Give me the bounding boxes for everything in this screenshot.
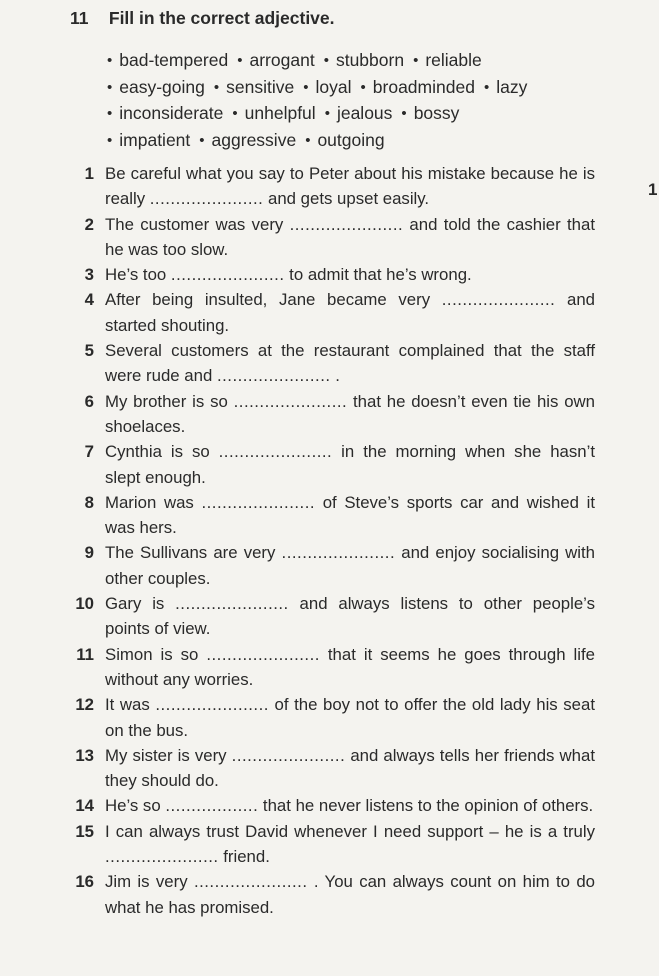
word-bank-item: • impatient xyxy=(107,130,190,150)
item-text-after: and always tells her friends what they should do. xyxy=(105,745,595,791)
word-bank-item: • reliable xyxy=(413,50,482,70)
item-number: 13 xyxy=(75,745,94,765)
answer-blank[interactable]: ...................... xyxy=(233,391,348,411)
item-text-after: . xyxy=(330,366,340,386)
item-text-before: Gary is xyxy=(105,594,176,614)
word-bank-item: • inconsiderate xyxy=(107,103,223,123)
exercise-items xyxy=(68,161,595,920)
margin-page-mark: 1 xyxy=(648,180,658,199)
item-number: 3 xyxy=(84,265,94,285)
exercise-instruction: Fill in the correct adjective. xyxy=(108,8,335,28)
exercise-item xyxy=(68,869,595,920)
word-bank-item: • loyal xyxy=(303,77,351,97)
item-number: 1 xyxy=(84,164,94,183)
item-number: 16 xyxy=(75,872,94,892)
answer-blank[interactable]: ...................... xyxy=(289,214,404,234)
item-text-before: He’s too xyxy=(105,265,171,285)
item-text-after: to admit that he’s wrong. xyxy=(284,265,472,285)
word-bank-item: • easy-going xyxy=(107,77,205,97)
item-text-after: that it seems he goes through life without any worries. xyxy=(105,644,595,689)
word-bank-item: • lazy xyxy=(484,77,527,97)
exercise-item xyxy=(68,439,595,490)
word-bank-row xyxy=(107,128,607,155)
word-bank-item: • bossy xyxy=(401,103,459,123)
answer-blank[interactable]: ...................... xyxy=(175,594,289,614)
item-number: 10 xyxy=(75,594,94,614)
item-text-before: I can always trust David whenever I need support – he is a truly xyxy=(105,821,595,841)
exercise-item xyxy=(68,743,595,794)
exercise-item xyxy=(68,642,595,693)
exercise-header xyxy=(70,8,335,29)
answer-blank[interactable]: .................. xyxy=(165,796,259,816)
item-text-before: After being insulted, Jane became very xyxy=(105,290,442,310)
word-bank-item: • sensitive xyxy=(214,77,294,97)
exercise-item xyxy=(68,540,595,591)
item-number: 14 xyxy=(75,796,94,816)
answer-blank[interactable]: ...................... xyxy=(206,644,320,664)
answer-blank[interactable]: ...................... xyxy=(218,442,333,462)
word-bank-row xyxy=(107,101,607,128)
item-number: 9 xyxy=(84,543,94,563)
answer-blank[interactable]: ...................... xyxy=(281,543,396,563)
item-text-before: The Sullivans are very xyxy=(105,543,282,563)
item-text-after: and told the cashier that he was too slow. xyxy=(105,214,595,259)
answer-blank[interactable]: ...................... xyxy=(201,492,316,512)
item-text-before: My brother is so xyxy=(105,391,234,411)
answer-blank[interactable]: ...................... xyxy=(216,366,331,386)
item-number: 2 xyxy=(84,214,94,234)
item-number: 6 xyxy=(84,391,94,411)
item-text-before: Jim is very xyxy=(105,872,194,892)
answer-blank[interactable]: ...................... xyxy=(105,847,219,867)
item-text-before: Cynthia is so xyxy=(105,442,219,462)
item-number: 8 xyxy=(84,492,94,512)
exercise-item xyxy=(68,212,595,263)
item-text-before: Simon is so xyxy=(105,644,207,664)
item-number: 5 xyxy=(84,341,94,361)
exercise-item xyxy=(68,819,595,870)
item-number: 7 xyxy=(84,442,94,462)
exercise-item xyxy=(68,338,595,389)
item-text-after: and always listens to other people’s points of view. xyxy=(105,594,595,639)
word-bank-item: • unhelpful xyxy=(232,103,315,123)
item-text-after: that he never listens to the opinion of others. xyxy=(258,796,594,816)
exercise-item xyxy=(68,793,595,818)
word-bank-item: • outgoing xyxy=(305,130,384,150)
word-bank xyxy=(107,48,607,154)
answer-blank[interactable]: ...................... xyxy=(193,872,308,892)
word-bank-row xyxy=(107,48,607,75)
word-bank-item: • aggressive xyxy=(199,130,296,150)
item-text-after: and gets upset easily. xyxy=(263,189,430,209)
answer-blank[interactable]: ...................... xyxy=(149,189,264,209)
item-text-before: He’s so xyxy=(105,796,166,816)
answer-blank[interactable]: ...................... xyxy=(155,695,269,715)
word-bank-item: • broadminded xyxy=(361,77,475,97)
word-bank-item: • jealous xyxy=(325,103,393,123)
exercise-item xyxy=(68,389,595,440)
exercise-item xyxy=(68,692,595,743)
item-text-after: friend. xyxy=(218,847,270,867)
item-text-after: that he doesn’t even tie his own shoelaces. xyxy=(105,391,595,436)
item-text-after: and started shouting. xyxy=(105,290,595,335)
item-number: 11 xyxy=(76,644,94,664)
exercise-number: 11 xyxy=(70,8,89,28)
item-text-before: Several customers at the restaurant complained that the staff were rude and xyxy=(105,341,595,386)
item-text-before: The customer was very xyxy=(105,214,290,234)
item-text-before: Be careful what you say to Peter about his mistake because he is really xyxy=(105,164,595,209)
word-bank-item: • arrogant xyxy=(237,50,314,70)
item-text-before: Marion was xyxy=(105,492,202,512)
exercise-item xyxy=(68,287,595,338)
word-bank-row xyxy=(107,75,607,102)
item-text-after: and enjoy socialising with other couples. xyxy=(105,543,596,588)
item-text-before: It was xyxy=(105,695,156,715)
answer-blank[interactable]: ...................... xyxy=(170,265,285,285)
exercise-item xyxy=(68,490,595,541)
item-text-after: in the morning when she hasn’t slept enough. xyxy=(105,442,595,487)
exercise-item xyxy=(68,161,595,212)
word-bank-item: • bad-tempered xyxy=(107,50,228,70)
word-bank-item: • stubborn xyxy=(324,50,404,70)
item-number: 4 xyxy=(84,290,94,310)
item-text-after: of Steve’s sports car and wished it was hers. xyxy=(105,492,595,538)
item-number: 12 xyxy=(75,695,94,715)
item-number: 15 xyxy=(75,821,94,841)
answer-blank[interactable]: ...................... xyxy=(441,290,556,310)
exercise-item xyxy=(68,591,595,642)
answer-blank[interactable]: ...................... xyxy=(231,745,346,765)
item-text-after: . You can always count on him to do what he has promised. xyxy=(105,872,595,917)
exercise-item xyxy=(68,262,595,287)
item-text-after: of the boy not to offer the old lady his seat on the bus. xyxy=(105,695,595,740)
item-text-before: My sister is very xyxy=(105,745,232,765)
